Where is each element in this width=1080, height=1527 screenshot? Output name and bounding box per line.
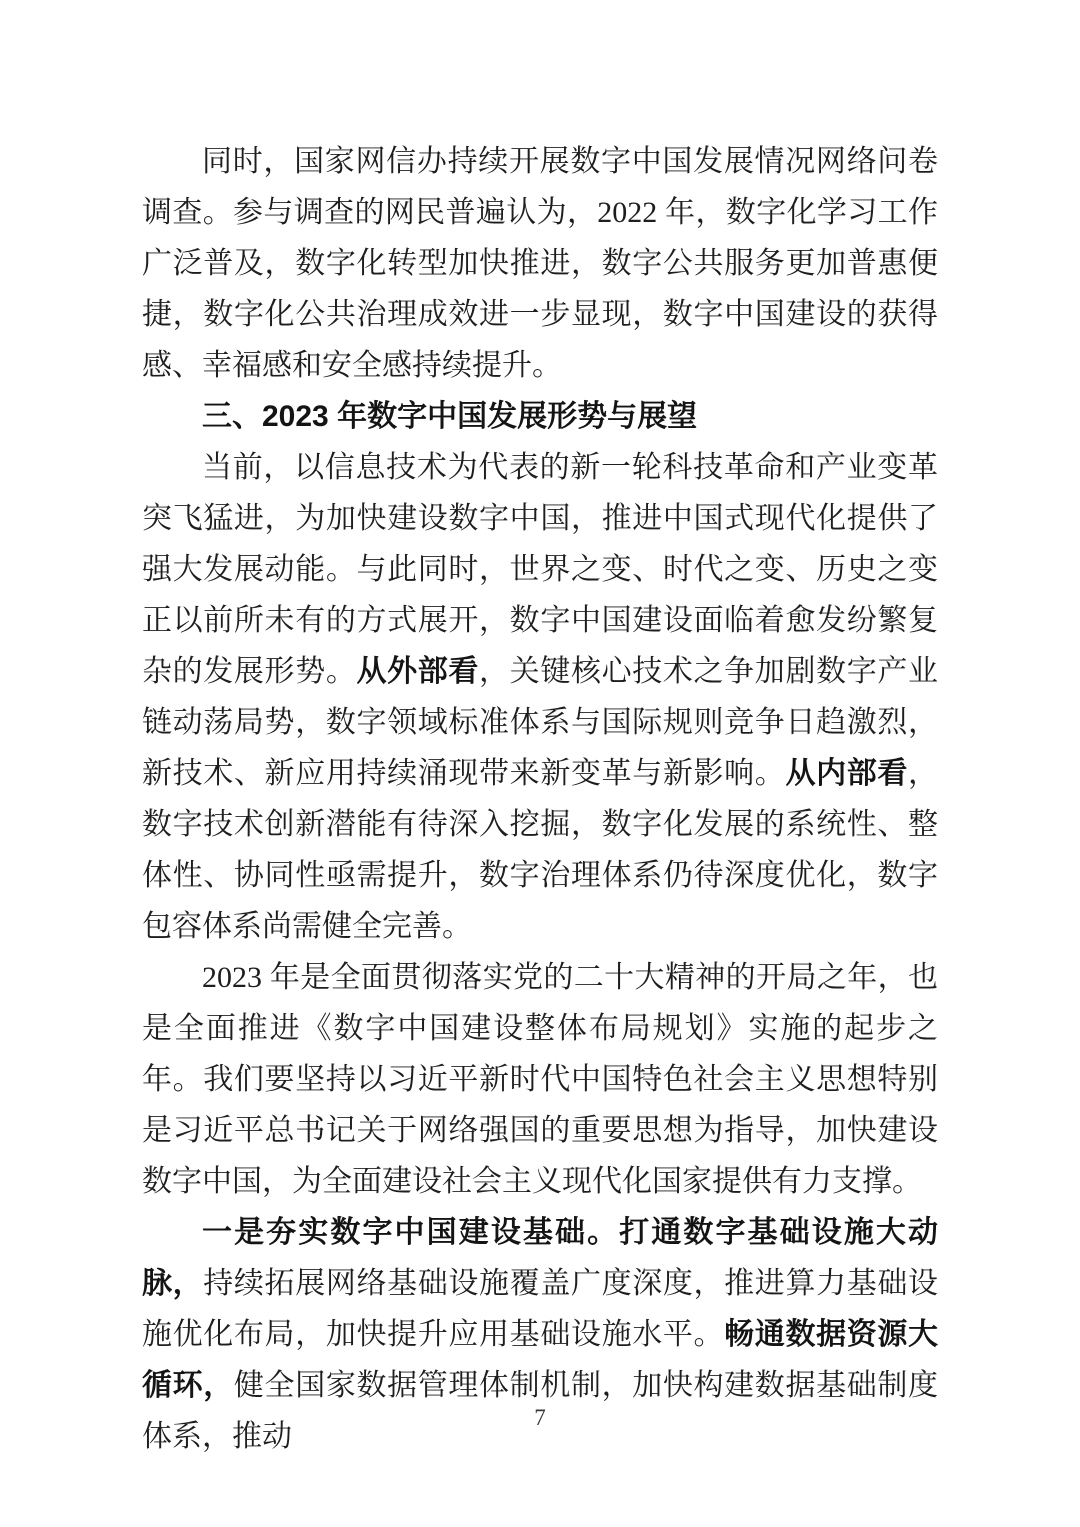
- paragraph: [142, 442, 938, 952]
- emphasis-text: 一是夯实数字中国建设基础。打通数字基础设施大动脉，: [142, 1216, 938, 1300]
- emphasis-text: 畅通数据资源大循环，: [142, 1318, 939, 1402]
- body-text: ，数字技术创新潜能有待深入挖掘，数字化发展的系统性、整体性、协同性亟需提升，数字治理体系仍待深度优化，数字包容体系尚需健全完善。: [142, 757, 939, 943]
- emphasis-text: 从外部看: [356, 655, 480, 688]
- body-text: 持续拓展网络基础设施覆盖广度深度，推进算力基础设施优化布局，加快提升应用基础设施水平。: [142, 1267, 939, 1351]
- document-body: [142, 136, 938, 1462]
- body-text: 2023 年是全面贯彻落实党的二十大精神的开局之年，也是全面推进《数字中国建设整体布局规划》实施的起步之年。我们要坚持以习近平新时代中国特色社会主义思想特别是习近平总书记关于网络强国的重要思想为指导，加快建设数字中国，为全面建设社会主义现代化国家提供有力支撑。: [142, 961, 938, 1198]
- paragraph: [142, 136, 938, 391]
- emphasis-text: 从内部看: [785, 757, 909, 790]
- body-text: 当前，以信息技术为代表的新一轮科技革命和产业变革突飞猛进，为加快建设数字中国，推进中国式现代化提供了强大发展动能。与此同时，世界之变、时代之变、历史之变正以前所未有的方式展开，数字中国建设面临着愈发纷繁复杂的发展形势。: [142, 451, 938, 688]
- section-heading: [142, 391, 938, 442]
- body-text: ，关键核心技术之争加剧数字产业链动荡局势，数字领域标准体系与国际规则竞争日趋激烈，新技术、新应用持续涌现带来新变革与新影响。: [142, 655, 939, 790]
- emphasis-text: 三、2023 年数字中国发展形势与展望: [202, 400, 698, 433]
- paragraph: [142, 952, 938, 1207]
- body-text: 健全国家数据管理体制机制，加快构建数据基础制度体系，推动: [142, 1369, 939, 1453]
- page-number: 7: [534, 1405, 546, 1430]
- body-text: 同时，国家网信办持续开展数字中国发展情况网络问卷调查。参与调查的网民普遍认为，2022 年，数字化学习工作广泛普及，数字化转型加快推进，数字公共服务更加普惠便捷，数字化公共治理成效进一步显现，数字中国建设的获得感、幸福感和安全感持续提升。: [142, 145, 938, 382]
